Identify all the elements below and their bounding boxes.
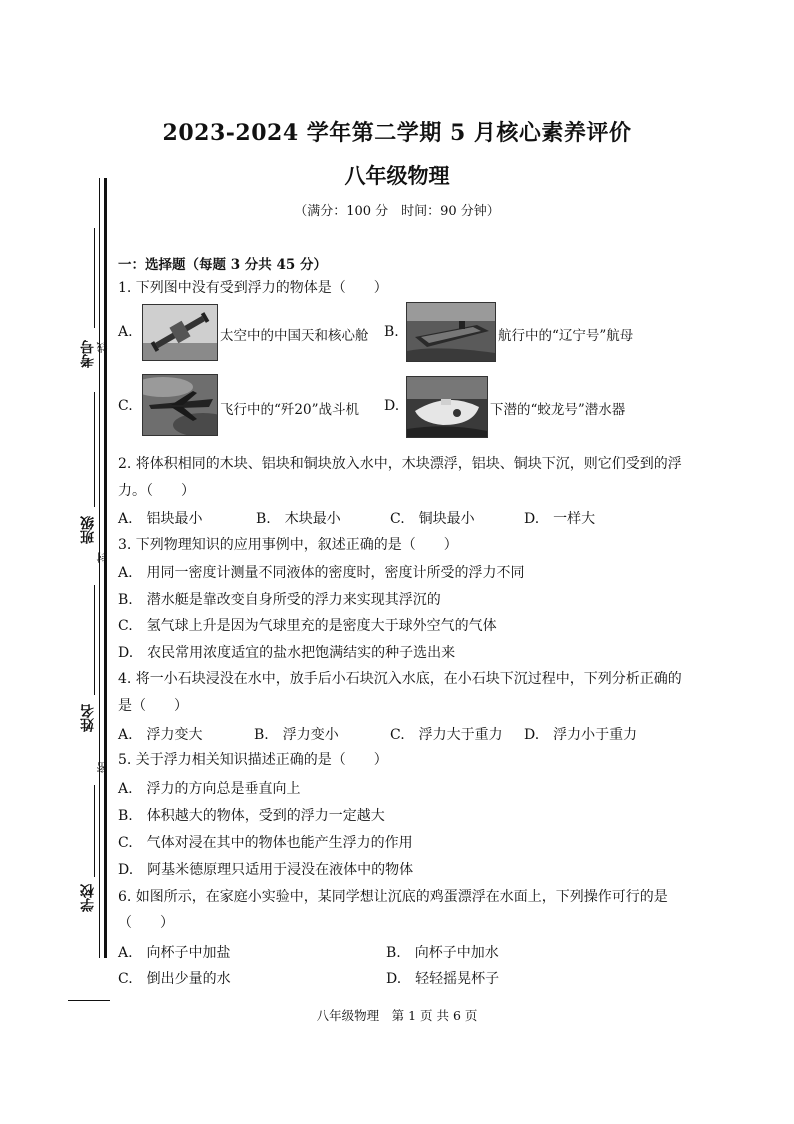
q6-option-b: B. 向杯子中加水 — [386, 945, 499, 961]
exam-subject: 八年级物理 — [344, 163, 450, 188]
question-2-stem-line1: 2. 将体积相同的木块、铝块和铜块放入水中，木块漂浮，铝块、铜块下沉，则它们受到的浮 — [118, 456, 682, 472]
field-label-exam-number: 考号 — [80, 340, 96, 368]
q1-option-b-label: B. — [384, 324, 399, 340]
q1-option-c-caption: 飞行中的“歼20”战斗机 — [220, 402, 359, 418]
page-footer: 八年级物理 第 1 页 共 6 页 — [316, 1008, 478, 1023]
q3-option-d: D. 农民常用浓度适宜的盐水把饱满结实的种子选出来 — [118, 645, 456, 661]
q5-option-b: B. 体积越大的物体，受到的浮力一定越大 — [118, 808, 385, 824]
field-line-school — [94, 785, 95, 877]
q1-option-b-caption: 航行中的“辽宁号”航母 — [498, 328, 634, 344]
question-3-stem: 3. 下列物理知识的应用事例中，叙述正确的是（ ） — [118, 537, 458, 553]
seal-mark-secret: 密 — [96, 762, 109, 773]
q2-option-b: B. 木块最小 — [256, 511, 341, 527]
q4-option-d: D. 浮力小于重力 — [524, 727, 638, 743]
q1-option-c-label: C. — [118, 398, 133, 414]
q6-option-c: C. 倒出少量的水 — [118, 971, 231, 987]
q6-option-d: D. 轻轻摇晃杯子 — [386, 971, 500, 987]
q5-option-a: A. 浮力的方向总是垂直向上 — [118, 781, 301, 797]
field-label-school: 学校 — [80, 884, 96, 912]
question-5-stem: 5. 关于浮力相关知识描述正确的是（ ） — [118, 752, 388, 768]
question-4-stem-line1: 4. 将一小石块浸没在水中，放手后小石块沉入水底，在小石块下沉过程中，下列分析正确的 — [118, 671, 682, 687]
q1-option-d-caption: 下潜的“蛟龙号”潜水器 — [490, 402, 626, 418]
binding-line-thin — [99, 178, 100, 958]
exam-title: 2023-2024 学年第二学期 5 月核心素养评价 — [162, 120, 632, 146]
question-6-stem-line1: 6. 如图所示，在家庭小实验中，某同学想让沉底的鸡蛋漂浮在水面上，下列操作可行的是 — [118, 889, 668, 905]
q5-option-d: D. 阿基米德原理只适用于浸没在液体中的物体 — [118, 862, 414, 878]
aircraft-carrier-photo — [406, 302, 496, 362]
submersible-photo — [406, 376, 488, 438]
q4-option-b: B. 浮力变小 — [254, 727, 339, 743]
seal-mark-line: 线 — [96, 342, 109, 353]
question-4-stem-line2: 是（ ） — [118, 698, 188, 714]
space-station-photo — [142, 304, 218, 361]
field-label-name: 姓名 — [80, 704, 96, 732]
question-6-stem-line2: （ ） — [118, 915, 174, 931]
q2-option-c: C. 铜块最小 — [390, 511, 475, 527]
q3-option-c: C. 氢气球上升是因为气球里充的是密度大于球外空气的气体 — [118, 618, 497, 634]
q1-option-a-caption: 太空中的中国天和核心舱 — [220, 328, 369, 344]
q1-option-d-label: D. — [384, 398, 400, 414]
fighter-jet-photo — [142, 374, 218, 436]
seal-mark-seal: 封 — [96, 552, 109, 563]
field-line-class — [94, 392, 95, 507]
q1-option-a-label: A. — [118, 324, 133, 340]
q6-option-a: A. 向杯子中加盐 — [118, 945, 231, 961]
q4-option-a: A. 浮力变大 — [118, 727, 203, 743]
q2-option-d: D. 一样大 — [524, 511, 596, 527]
q2-option-a: A. 铝块最小 — [118, 511, 203, 527]
field-label-class: 班级 — [80, 516, 96, 544]
q3-option-a: A. 用同一密度计测量不同液体的密度时，密度计所受的浮力不同 — [118, 565, 525, 581]
question-2-stem-line2: 力。（ ） — [118, 483, 195, 499]
q4-option-c: C. 浮力大于重力 — [390, 727, 503, 743]
footer-rule — [68, 1000, 110, 1001]
section-title: 一：选择题（每题 3 分共 45 分） — [118, 257, 327, 273]
field-line-name — [94, 585, 95, 695]
q5-option-c: C. 气体对浸在其中的物体也能产生浮力的作用 — [118, 835, 413, 851]
q3-option-b: B. 潜水艇是靠改变自身所受的浮力来实现其浮沉的 — [118, 592, 441, 608]
exam-info: （满分：100 分 时间：90 分钟） — [294, 204, 500, 219]
field-line-exam-number — [94, 228, 95, 328]
binding-line — [104, 178, 107, 958]
question-1-stem: 1. 下列图中没有受到浮力的物体是（ ） — [118, 280, 388, 296]
